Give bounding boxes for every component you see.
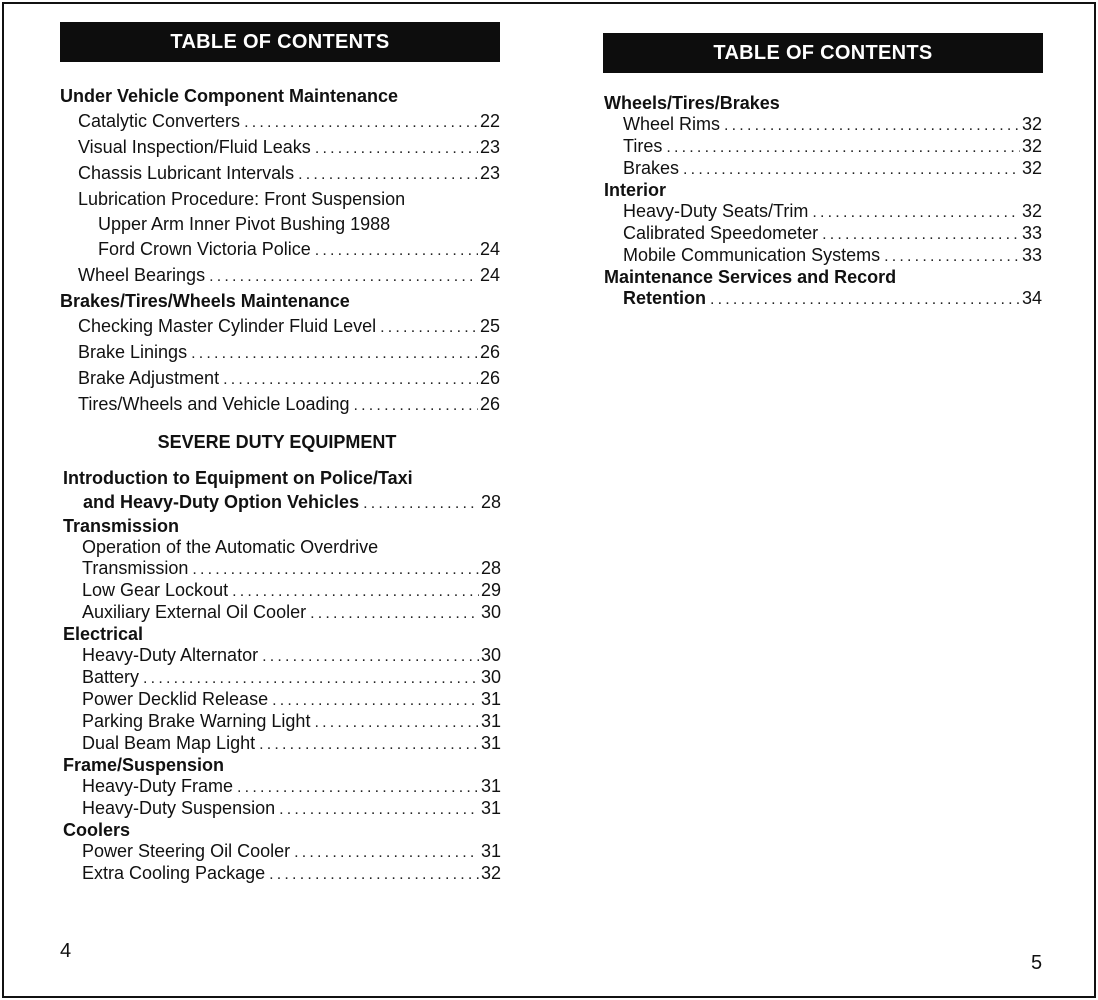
toc-entry[interactable]: Brakes ..... 32 xyxy=(623,158,1042,180)
toc-entry[interactable]: Low Gear Lockout ..... 29 xyxy=(82,580,501,602)
toc-heading: Brakes/Tires/Wheels Maintenance xyxy=(60,291,350,311)
toc-entry[interactable]: Heavy-Duty Frame ..... 31 xyxy=(82,776,501,798)
toc-entry[interactable]: Wheel Rims ..... 32 xyxy=(623,114,1042,136)
toc-entry[interactable]: Retention ..... 34 xyxy=(604,288,1042,310)
toc-entry[interactable]: Tires/Wheels and Vehicle Loading ..... 26 xyxy=(78,392,500,418)
toc-entry[interactable]: Tires ..... 32 xyxy=(623,136,1042,158)
right-banner: TABLE OF CONTENTS xyxy=(603,33,1043,73)
toc-entry[interactable]: Ford Crown Victoria Police ..... 24 xyxy=(78,237,500,263)
toc-part2 xyxy=(63,466,501,516)
toc-entry[interactable]: Transmission ..... 28 xyxy=(82,558,501,580)
toc-entry-text: Lubrication Procedure: Front Suspension xyxy=(78,189,406,209)
toc-entry[interactable]: Heavy-Duty Alternator ..... 30 xyxy=(82,645,501,667)
toc-heading: Wheels/Tires/Brakes xyxy=(604,93,780,113)
toc-heading: Under Vehicle Component Maintenance xyxy=(60,86,399,106)
toc-entry-text: Operation of the Automatic Overdrive xyxy=(82,537,379,557)
section-title: SEVERE DUTY EQUIPMENT xyxy=(157,432,397,452)
toc-heading: Electrical xyxy=(63,624,144,644)
toc-entry[interactable]: Mobile Communication Systems ..... 33 xyxy=(623,245,1042,267)
toc-heading: Introduction to Equipment on Police/Taxi xyxy=(63,468,413,488)
toc-entry-text: Upper Arm Inner Pivot Bushing 1988 xyxy=(98,214,391,234)
toc-entry[interactable]: Extra Cooling Package ..... 32 xyxy=(82,863,501,885)
toc-entry[interactable]: and Heavy-Duty Option Vehicles ..... 28 xyxy=(63,490,501,516)
toc-right xyxy=(604,93,1042,310)
toc-part1 xyxy=(60,84,500,418)
toc-heading: Maintenance Services and Record xyxy=(604,267,897,287)
toc-entry[interactable]: Power Steering Oil Cooler ..... 31 xyxy=(82,841,501,863)
toc-entry[interactable]: Calibrated Speedometer ..... 33 xyxy=(623,223,1042,245)
toc-heading: Frame/Suspension xyxy=(63,755,225,775)
page-number-right: 5 xyxy=(1031,952,1043,974)
toc-entry[interactable]: Dual Beam Map Light ..... 31 xyxy=(82,733,501,755)
toc-entry[interactable]: Checking Master Cylinder Fluid Level ..... 25 xyxy=(78,314,500,340)
toc-entry[interactable]: Auxiliary External Oil Cooler ..... 30 xyxy=(82,602,501,624)
toc-entry[interactable]: Catalytic Converters ..... 22 xyxy=(78,109,500,135)
toc-heading: Coolers xyxy=(63,820,131,840)
toc-entry[interactable]: Power Decklid Release ..... 31 xyxy=(82,689,501,711)
toc-entry[interactable]: Chassis Lubricant Intervals ..... 23 xyxy=(78,161,500,187)
toc-entry[interactable]: Heavy-Duty Suspension ..... 31 xyxy=(82,798,501,820)
left-banner: TABLE OF CONTENTS xyxy=(60,22,500,62)
toc-entry[interactable]: Visual Inspection/Fluid Leaks ..... 23 xyxy=(78,135,500,161)
toc-entry[interactable]: Brake Linings ..... 26 xyxy=(78,340,500,366)
toc-heading: Interior xyxy=(604,180,667,200)
page-number-left: 4 xyxy=(60,940,72,962)
toc-part3 xyxy=(63,516,501,885)
toc-entry[interactable]: Wheel Bearings ..... 24 xyxy=(78,263,500,289)
toc-entry[interactable]: Heavy-Duty Seats/Trim ..... 32 xyxy=(623,201,1042,223)
toc-entry[interactable]: Brake Adjustment ..... 26 xyxy=(78,366,500,392)
toc-entry[interactable]: Battery ..... 30 xyxy=(82,667,501,689)
toc-entry[interactable]: Parking Brake Warning Light ..... 31 xyxy=(82,711,501,733)
toc-heading: Transmission xyxy=(63,516,180,536)
